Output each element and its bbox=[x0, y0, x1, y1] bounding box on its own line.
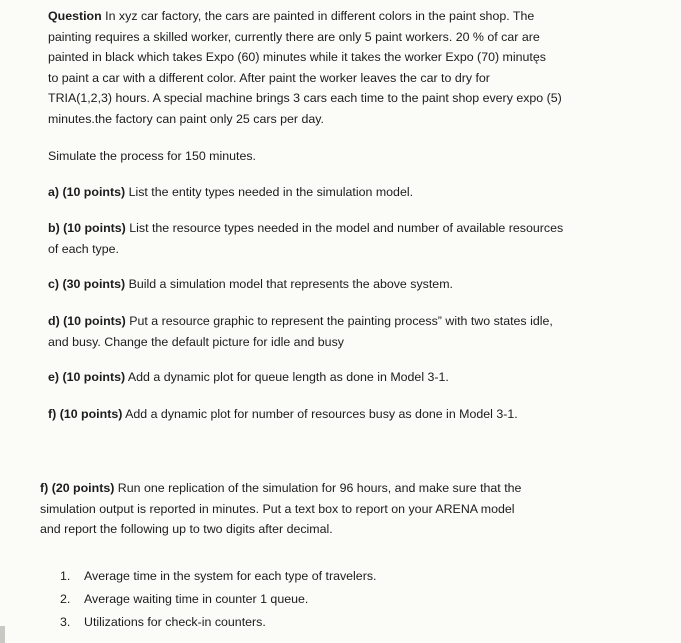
question-line-2: painting requires a skilled worker, currently there are only 5 paint workers. 20 % of car are bbox=[48, 29, 540, 44]
item-e-text-1: Add a dynamic plot for queue length as done in Model 3-1. bbox=[127, 370, 449, 384]
question-line-6: minutes.the factory can paint only 25 cars per day. bbox=[48, 111, 324, 126]
item-f-second-text-3: and report the following up to two digits after decimal. bbox=[40, 522, 333, 537]
item-f-second-text-2: simulation output is reported in minutes. Put a text box to report on your ARENA model bbox=[40, 501, 515, 516]
item-b-text-2: of each type. bbox=[48, 241, 119, 256]
page-edge-divider bbox=[0, 626, 5, 643]
item-b bbox=[48, 218, 658, 259]
item-c bbox=[48, 274, 658, 295]
item-e bbox=[48, 367, 658, 388]
item-f-second-label: f) (20 points) bbox=[40, 481, 115, 495]
item-e-label: e) (10 points) bbox=[48, 370, 126, 384]
list-item-number: 1. bbox=[60, 569, 71, 583]
item-a bbox=[48, 182, 658, 203]
report-list bbox=[60, 565, 620, 633]
item-d-text-2: and busy. Change the default picture for idle and busy bbox=[48, 334, 344, 349]
question-line-3: painted in black which takes Expo (60) minutes while it takes the worker Expo (70) minutęs bbox=[48, 50, 546, 65]
item-f-first bbox=[48, 404, 658, 425]
list-item-number: 3. bbox=[60, 614, 71, 629]
list-item bbox=[60, 588, 620, 611]
item-c-label: c) (30 points) bbox=[48, 277, 126, 291]
list-item-text: Utilizations for check-in counters. bbox=[84, 614, 266, 629]
list-item-text: Average waiting time in counter 1 queue. bbox=[84, 591, 309, 606]
question-paragraph bbox=[48, 6, 658, 130]
item-b-label: b) (10 points) bbox=[48, 221, 126, 235]
question-line-1 bbox=[48, 6, 658, 27]
item-a-text-1: List the entity types needed in the simulation model. bbox=[128, 185, 414, 199]
item-a-label: a) (10 points) bbox=[48, 185, 126, 199]
simulate-instruction bbox=[48, 146, 658, 167]
list-item bbox=[60, 611, 620, 634]
item-f-first-text-1: Add a dynamic plot for number of resources busy as done in Model 3-1. bbox=[125, 407, 518, 421]
list-item-text: Average time in the system for each type of travelers. bbox=[84, 569, 377, 583]
item-d-text-1: Put a resource graphic to represent the painting process” with two states idle, bbox=[129, 314, 553, 328]
item-f-second bbox=[40, 478, 660, 540]
item-b-text-1: List the resource types needed in the model and number of available resources bbox=[129, 221, 564, 235]
item-d bbox=[48, 311, 658, 352]
question-line-5: TRIA(1,2,3) hours. A special machine brings 3 cars each time to the paint shop every expo (5) bbox=[48, 91, 562, 106]
list-item bbox=[60, 565, 620, 588]
question-line-4: to paint a car with a different color. After paint the worker leaves the car to dry for bbox=[48, 70, 490, 85]
list-item-number: 2. bbox=[60, 591, 71, 606]
question-label: Question bbox=[48, 9, 102, 23]
simulate-text: Simulate the process for 150 minutes. bbox=[48, 149, 256, 163]
question-text-1: In xyz car factory, the cars are painted in different colors in the paint shop. The bbox=[105, 9, 535, 23]
item-d-label: d) (10 points) bbox=[48, 314, 126, 328]
item-f-second-text-1: Run one replication of the simulation for 96 hours, and make sure that the bbox=[117, 481, 522, 495]
item-c-text-1: Build a simulation model that represents the above system. bbox=[128, 277, 453, 291]
item-f-first-label: f) (10 points) bbox=[48, 407, 123, 421]
